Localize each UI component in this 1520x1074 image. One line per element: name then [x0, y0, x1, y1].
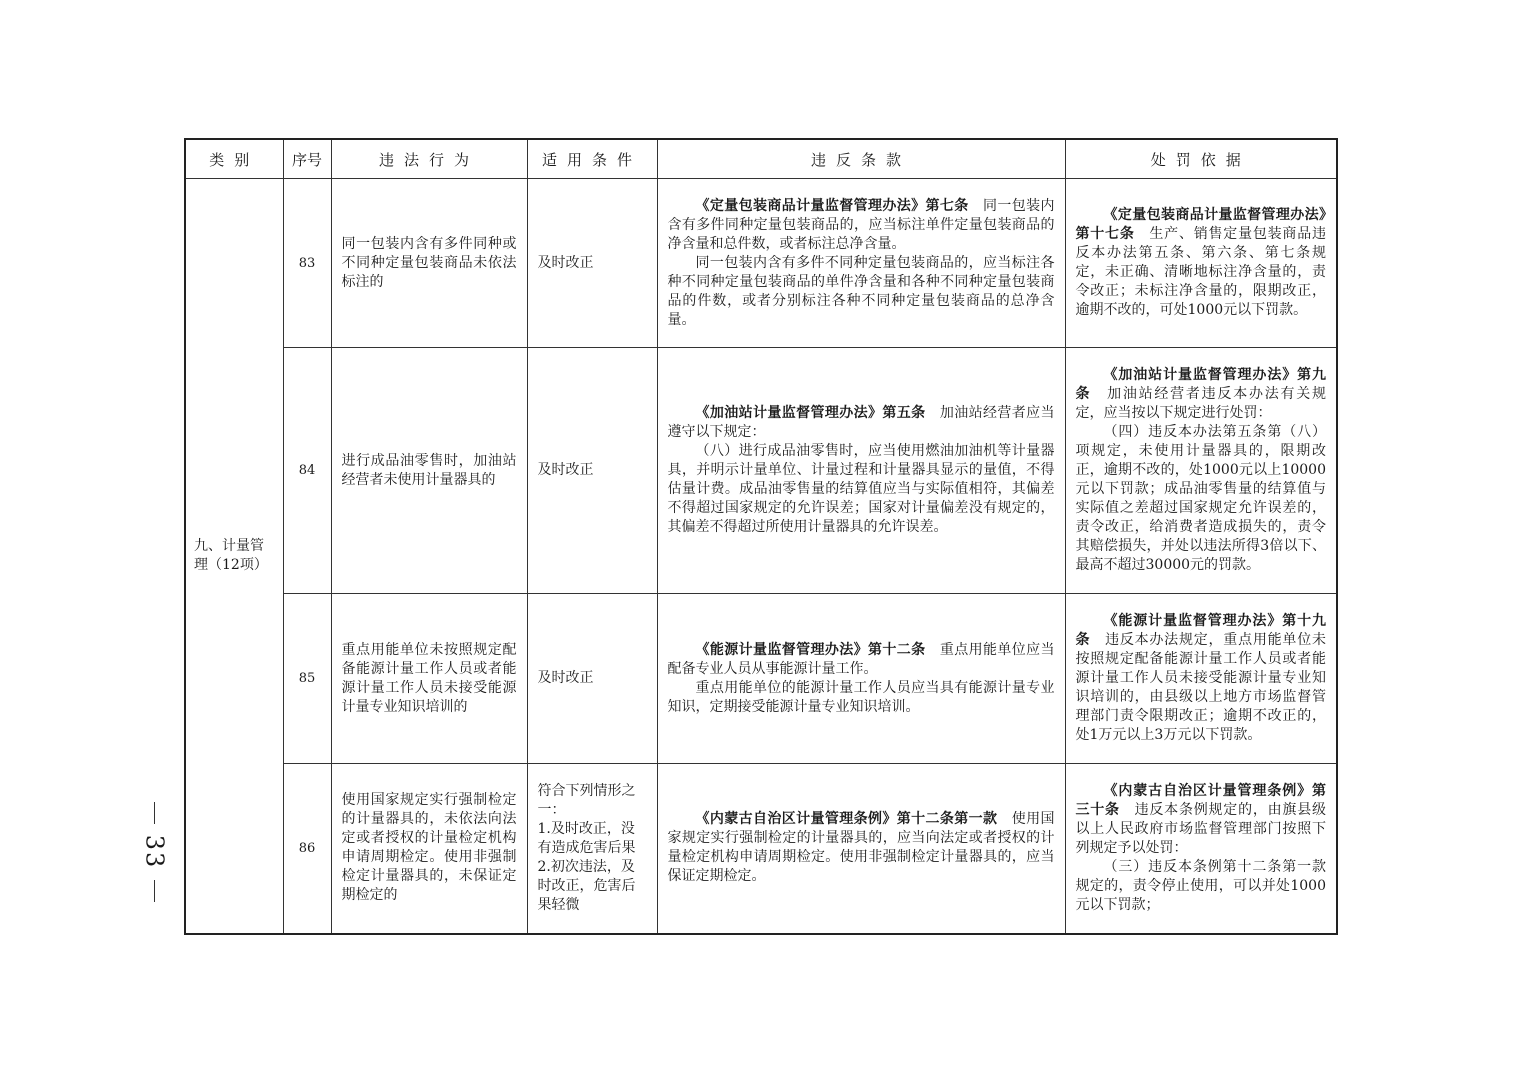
- basis-paragraph-2: （三）违反本条例第十二条第一款规定的，责令停止使用，可以并处1000元以下罚款；: [1075, 858, 1326, 913]
- condition-cell: 及时改正: [527, 594, 657, 764]
- clause-paragraph: [668, 641, 1055, 679]
- seq-cell: 85: [283, 594, 331, 764]
- seq-cell: 86: [283, 764, 331, 934]
- basis-cell: [1065, 764, 1337, 934]
- clause-paragraph-2: 重点用能单位的能源计量工作人员应当具有能源计量专业知识，定期接受能源计量专业知识培训。: [667, 679, 1055, 715]
- penalty-table: [184, 138, 1338, 935]
- clause-cell: [657, 764, 1065, 934]
- clause-paragraph-2: 同一包装内含有多件不同种定量包装商品的，应当标注各种不同种定量包装商品的单件净含量和各种不同种定量包装商品的件数，或者分别标注各种不同种定量包装商品的总净含量。: [667, 254, 1055, 328]
- condition-cell: 及时改正: [527, 348, 657, 594]
- condition-item-1: 1.及时改正，没有造成危害后果: [537, 820, 636, 856]
- behavior-cell: 同一包装内含有多件同种或不同种定量包装商品未依法标注的: [331, 179, 527, 348]
- page-number-text: 33: [139, 834, 168, 870]
- clause-paragraph: [668, 810, 1055, 886]
- basis-title: 《定量包装商品计量监督管理办法》第十七条: [1075, 207, 1326, 242]
- basis-text: 违反本办法规定，重点用能单位未按照规定配备能源计量工作人员或者能源计量工作人员未接受能源计量专业知识培训的，由县级以上地方市场监督管理部门责令限期改正；逾期不改正的，处1万元以上3万元以下罚款。: [1075, 632, 1326, 743]
- basis-paragraph: [1076, 782, 1327, 858]
- clause-text: 同一包装内含有多件同种定量包装商品的，应当标注单件定量包装商品的净含量和总件数，或者标注总净含量。: [667, 197, 1055, 252]
- behavior-cell: 重点用能单位未按照规定配备能源计量工作人员或者能源计量工作人员未接受能源计量专业知识培训的: [331, 594, 527, 764]
- basis-title: 《加油站计量监督管理办法》第九条: [1075, 367, 1326, 402]
- condition-cell: [527, 764, 657, 934]
- clause-paragraph: [668, 197, 1055, 254]
- seq-cell: 84: [283, 348, 331, 594]
- clause-cell: [657, 594, 1065, 764]
- table-row: [185, 764, 1337, 934]
- header-basis: 处罚依据: [1065, 139, 1337, 179]
- clause-text: 使用国家规定实行强制检定的计量器具的，应当向法定或者授权的计量检定机构申请周期检定。使用非强制检定计量器具的，应当保证定期检定。: [667, 811, 1055, 885]
- clause-paragraph: [668, 404, 1055, 442]
- condition-cell: 及时改正: [527, 179, 657, 348]
- basis-paragraph: [1076, 206, 1327, 320]
- basis-text: 生产、销售定量包装商品违反本办法第五条、第六条、第七条规定，未正确、清晰地标注净含量的，责令改正；未标注净含量的，限期改正，逾期不改的，可处1000元以下罚款。: [1075, 226, 1326, 318]
- condition-item-2: 2.初次违法，及时改正，危害后果轻微: [537, 858, 636, 913]
- clause-text: 加油站经营者应当遵守以下规定：: [667, 405, 1055, 440]
- header-behavior: 违法行为: [331, 139, 527, 179]
- condition-intro: 符合下列情形之一：: [537, 782, 636, 818]
- basis-text: 违反本条例规定的，由旗县级以上人民政府市场监督管理部门按照下列规定予以处罚：: [1075, 801, 1326, 856]
- behavior-cell: 进行成品油零售时，加油站经营者未使用计量器具的: [331, 348, 527, 594]
- table-header-row: [185, 139, 1337, 179]
- category-cell: 九、计量管理（12项）: [185, 179, 283, 934]
- clause-title: 《加油站计量监督管理办法》第五条: [695, 405, 926, 421]
- basis-cell: [1065, 179, 1337, 348]
- basis-title: 《能源计量监督管理办法》第十九条: [1075, 613, 1326, 648]
- seq-cell: 83: [283, 179, 331, 348]
- table-row: [185, 348, 1337, 594]
- behavior-cell: 使用国家规定实行强制检定的计量器具的，未依法向法定或者授权的计量检定机构申请周期检定。使用非强制检定计量器具的，未保证定期检定的: [331, 764, 527, 934]
- clause-text: 重点用能单位应当配备专业人员从事能源计量工作。: [667, 641, 1055, 677]
- basis-title: 《内蒙古自治区计量管理条例》第三十条: [1075, 782, 1326, 818]
- page-number-dash-top: [154, 802, 155, 824]
- table-row: [185, 179, 1337, 348]
- clause-cell: [657, 348, 1065, 594]
- basis-paragraph: [1076, 612, 1327, 745]
- clause-cell: [657, 179, 1065, 348]
- page-number: [134, 792, 174, 912]
- basis-text: 加油站经营者违反本办法有关规定，应当按以下规定进行处罚：: [1075, 386, 1327, 421]
- basis-paragraph: [1076, 366, 1327, 423]
- clause-title: 《定量包装商品计量监督管理办法》第七条: [695, 197, 969, 214]
- page-number-dash-bottom: [154, 880, 155, 902]
- basis-paragraph-2: （四）违反本办法第五条第（八）项规定，未使用计量器具的，限期改正，逾期不改的，处1000元以上10000元以下罚款；成品油零售量的结算值与实际值之差超过国家规定允许误差的，责令改正，给消费者造成损失的，责令其赔偿损失，并处以违法所得3倍以下、最高不超过30000元的罚款。: [1075, 424, 1326, 573]
- header-clause: 违反条款: [657, 139, 1065, 179]
- clause-paragraph-2: （八）进行成品油零售时，应当使用燃油加油机等计量器具，并明示计量单位、计量过程和计量器具显示的量值，不得估量计费。成品油零售量的结算值应当与实际值相符，其偏差不得超过国家规定的允许误差；国家对计量偏差没有规定的，其偏差不得超过所使用计量器具的允许误差。: [667, 443, 1055, 535]
- table-row: [185, 594, 1337, 764]
- clause-title: 《内蒙古自治区计量管理条例》第十二条第一款: [695, 811, 998, 828]
- header-seq: 序号: [283, 139, 331, 179]
- basis-cell: [1065, 594, 1337, 764]
- basis-cell: [1065, 348, 1337, 594]
- clause-title: 《能源计量监督管理办法》第十二条: [695, 641, 926, 658]
- header-category: 类别: [185, 139, 283, 179]
- header-condition: 适用条件: [527, 139, 657, 179]
